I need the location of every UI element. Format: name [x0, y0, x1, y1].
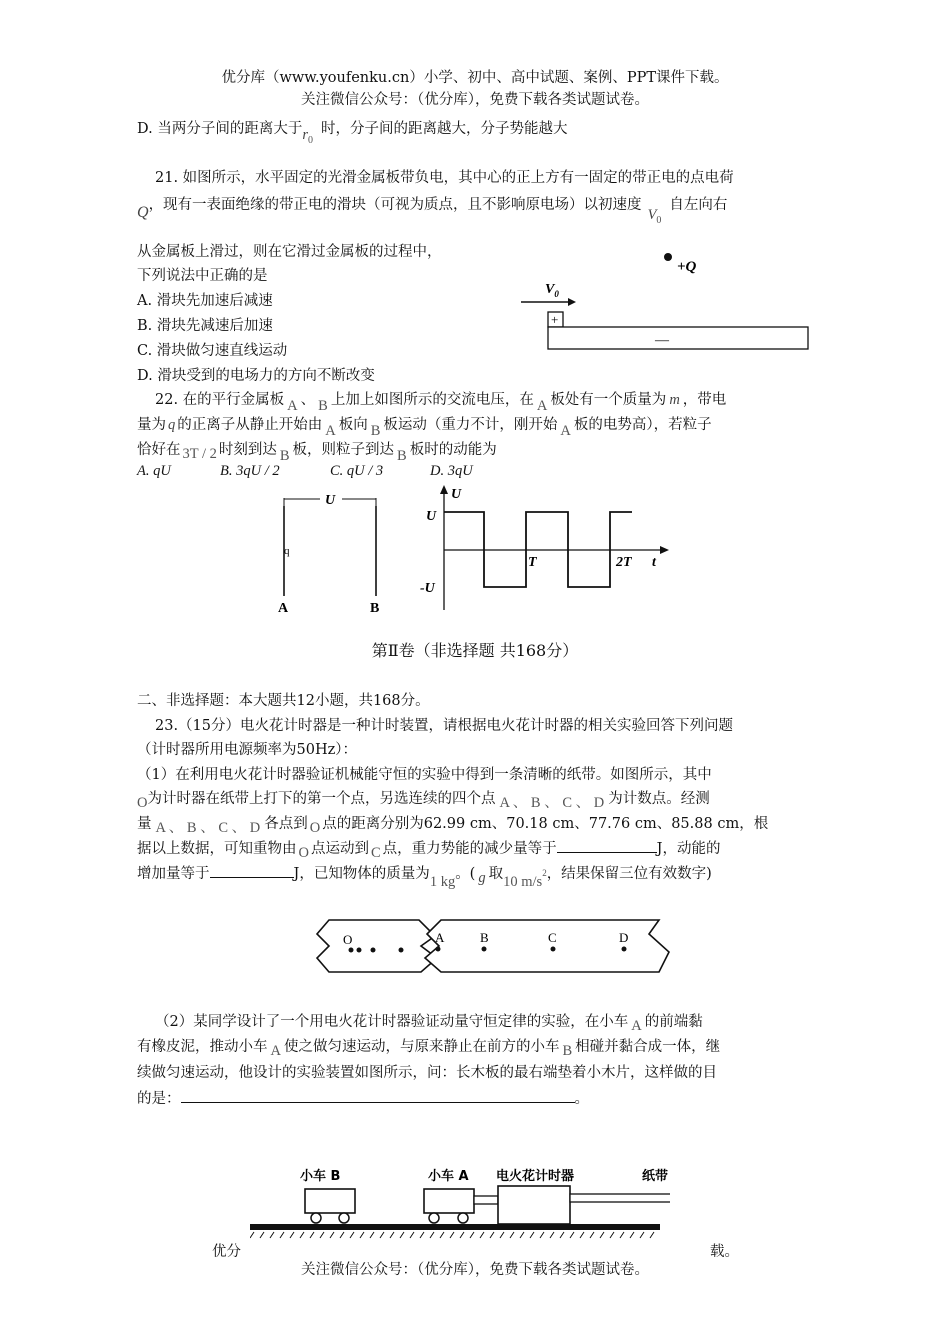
- minus-u-label: -U: [420, 581, 435, 596]
- q21-option-c: C. 滑块做匀速直线运动: [137, 343, 288, 359]
- charge-label: +Q: [677, 259, 697, 275]
- tape-point-o-label: O: [343, 932, 353, 947]
- tape-point-c-label: C: [548, 930, 557, 945]
- 2t-mark-label: 2T: [616, 555, 632, 570]
- footer-left: 优分: [212, 1244, 241, 1260]
- tape-dot-a: [436, 947, 441, 952]
- tape-point-b-label: B: [480, 930, 489, 945]
- table-hatch: [250, 1232, 654, 1238]
- q21-option-b: B. 滑块先减速后加速: [137, 318, 273, 334]
- tape-point-a-label: A: [435, 930, 445, 945]
- section-intro: 二、非选择题：本大题共12小题，共168分。: [137, 693, 430, 709]
- q23-p1-line-5: 增加量等于 J，已知物体的质量为1 kg。( g 取10 m/s2，结果保留三位有效数字): [137, 866, 712, 890]
- car-a: [424, 1189, 474, 1213]
- u-axis-label: U: [451, 487, 462, 502]
- answer-blank-potential-energy[interactable]: [557, 840, 657, 853]
- q22-option-c: C. qU / 3: [330, 463, 384, 479]
- long-board: [250, 1224, 660, 1230]
- q23-p2-line-4: 的是： 。: [137, 1091, 589, 1107]
- tape-dot-b: [482, 947, 487, 952]
- charge-q-label: q: [284, 545, 290, 557]
- arrow-head-icon: [568, 298, 576, 306]
- timer-label: 电火花计时器: [496, 1169, 575, 1184]
- q22-line-3: 恰好在 3T / 2 时刻到达 B 板，则粒子到达 B 板时的动能为: [137, 442, 497, 464]
- metal-plate: [548, 327, 808, 349]
- tape-label: 纸带: [642, 1169, 669, 1184]
- q21-line-2: Q，现有一表面绝缘的带正电的滑块（可视为质点，且不影响原电场）以初速度$V_0$自左向右: [137, 197, 728, 226]
- q22-option-d: D. 3qU: [430, 463, 473, 479]
- header-line-1: 优分库（www.youfenku.cn）小学、初中、高中试题、案例、PPT课件下载。: [221, 70, 729, 86]
- answer-blank-kinetic-energy[interactable]: [210, 865, 294, 878]
- q23-p1-line-1: （1）在利用电火花计时器验证机械能守恒的实验中得到一条清晰的纸带。如图所示，其中: [137, 767, 712, 783]
- spark-timer: [498, 1186, 570, 1224]
- q21-figure: [515, 245, 815, 357]
- slider-plus: +: [551, 312, 559, 327]
- wheel: [339, 1213, 349, 1223]
- q21-line-4: 下列说法中正确的是: [137, 268, 268, 284]
- wheel: [429, 1213, 439, 1223]
- car-b-label: 小车 B: [300, 1169, 341, 1184]
- tape-right-piece: [425, 920, 669, 972]
- q21-line-3: 从金属板上滑过，则在它滑过金属板的过程中，: [137, 244, 442, 260]
- paper-tape-figure: [313, 916, 685, 976]
- q21-line-1: 21. 如图所示，水平固定的光滑金属板带负电，其中心的正上方有一固定的带正电的点电荷: [155, 170, 734, 186]
- q23-p2-line-1: （2）某同学设计了一个用电火花计时器验证动量守恒定律的实验，在小车 A 的前端黏: [155, 1014, 703, 1034]
- plate-b-label: B: [370, 601, 380, 616]
- t-mark-label: T: [528, 555, 537, 570]
- wheel: [311, 1213, 321, 1223]
- voltage-label: U: [325, 493, 336, 508]
- u-axis-arrow-icon: [440, 485, 448, 494]
- tape-left-piece: [317, 920, 437, 972]
- plate-a-label: A: [278, 601, 289, 616]
- q22-option-a: A. qU: [137, 463, 171, 479]
- tape-dot: [371, 948, 376, 953]
- q22-voltage-graph: [420, 482, 685, 618]
- plus-u-label: U: [426, 509, 437, 524]
- cart-apparatus-figure: [250, 1160, 670, 1250]
- footer-right: 载。: [710, 1244, 739, 1260]
- car-b: [305, 1189, 355, 1213]
- tape-dot: [399, 948, 404, 953]
- tape-dot: [357, 948, 362, 953]
- tape-dot-c: [551, 947, 556, 952]
- q23-p2-line-2: 有橡皮泥，推动小车 A 使之做匀速运动，与原来静止在前方的小车 B 相碰并黏合成一体，继: [137, 1039, 721, 1059]
- q23-p2-line-3: 续做匀速运动，他设计的实验装置如图所示，问：长木板的最右端垫着小木片，这样做的目: [137, 1065, 717, 1081]
- tape-point-d-label: D: [619, 930, 629, 945]
- q22-line-2: 量为 q 的正离子从静止开始由 A 板向 B 板运动（重力不计，刚开始 A 板的电势高），若粒子: [137, 417, 712, 439]
- q23-line-2: （计时器所用电源频率为50Hz）：: [137, 742, 357, 758]
- wheel: [458, 1213, 468, 1223]
- q22-line-1: 22. 在的平行金属板 A 、 B 上加上如图所示的交流电压，在 A 板处有一个质量为 m ，带电: [155, 392, 727, 414]
- plate-minus: —: [655, 333, 669, 348]
- q23-p1-line-4: 据以上数据，可知重物由 O 点运动到 C 点，重力势能的减少量等于 J，动能的: [137, 841, 721, 861]
- t-axis-label: t: [652, 555, 656, 570]
- tape-dot-d: [622, 947, 627, 952]
- section-title: 第Ⅱ卷（非选择题 共168分）: [371, 641, 579, 660]
- connector: [474, 1196, 498, 1204]
- point-charge: [664, 253, 672, 261]
- header-line-2: 关注微信公众号：（优分库），免费下载各类试题试卷。: [301, 92, 649, 108]
- q23-p1-line-3: 量 A 、 B 、 C 、 D 各点到 O 点的距离分别为62.99 cm、70.18 cm、77.76 cm、85.88 cm，根: [137, 816, 769, 836]
- q22-option-b: B. 3qU / 2: [220, 463, 280, 479]
- q21-option-a: A. 滑块先加速后减速: [137, 293, 273, 309]
- q23-p1-line-2: O为计时器在纸带上打下的第一个点，另选连续的四个点 A 、 B 、 C 、 D 为计数点。经测: [137, 791, 710, 811]
- paper-tape: [570, 1194, 670, 1202]
- q21-option-d: D. 滑块受到的电场力的方向不断改变: [137, 368, 375, 384]
- q23-line-1: 23.（15分）电火花计时器是一种计时装置，请根据电火花计时器的相关实验回答下列问题: [155, 718, 734, 734]
- velocity-label: $V_0$: [545, 282, 559, 299]
- q22-plates-figure: [270, 484, 400, 620]
- answer-blank-purpose[interactable]: [181, 1090, 575, 1103]
- car-a-label: 小车 A: [428, 1169, 469, 1184]
- q20-option-d: D. 当两分子间的距离大于$r_0$时，分子间的距离越大，分子势能越大: [137, 121, 568, 146]
- footer-line-2: 关注微信公众号：（优分库），免费下载各类试题试卷。: [301, 1262, 649, 1278]
- t-axis-arrow-icon: [660, 546, 669, 554]
- tape-dot: [349, 948, 354, 953]
